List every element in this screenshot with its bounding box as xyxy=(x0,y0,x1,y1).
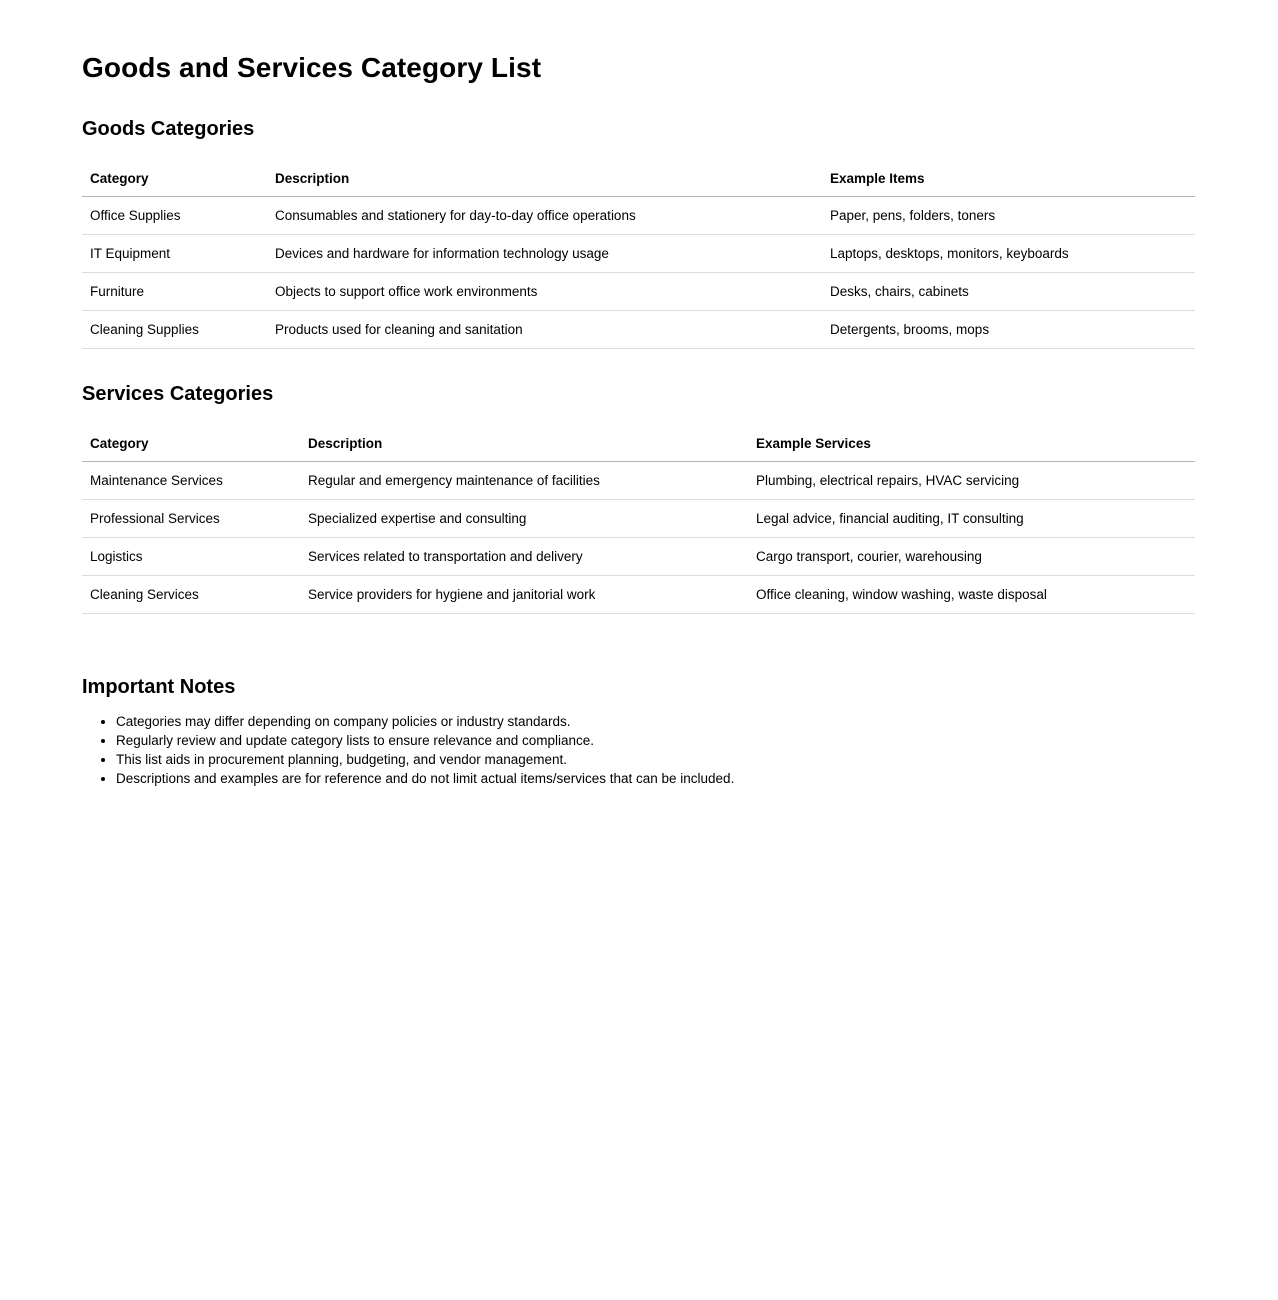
table-row xyxy=(82,462,1195,500)
cell-examples: Legal advice, financial auditing, IT consulting xyxy=(748,500,1195,538)
important-notes-list xyxy=(82,713,1196,788)
cell-examples: Laptops, desktops, monitors, keyboards xyxy=(822,235,1195,273)
cell-category: Cleaning Supplies xyxy=(82,311,267,349)
table-header-row xyxy=(82,430,1195,462)
column-header-description: Description xyxy=(267,165,822,197)
table-row xyxy=(82,500,1195,538)
list-item: • Categories may differ depending on company policies or industry standards. xyxy=(116,713,1196,731)
cell-description: Products used for cleaning and sanitation xyxy=(267,311,822,349)
cell-category: Office Supplies xyxy=(82,197,267,235)
cell-examples: Detergents, brooms, mops xyxy=(822,311,1195,349)
cell-description: Objects to support office work environments xyxy=(267,273,822,311)
goods-categories-table xyxy=(82,165,1195,349)
table-row xyxy=(82,273,1195,311)
column-header-example-items: Example Items xyxy=(822,165,1195,197)
cell-description: Specialized expertise and consulting xyxy=(300,500,748,538)
table-row xyxy=(82,538,1195,576)
cell-description: Consumables and stationery for day-to-day office operations xyxy=(267,197,822,235)
cell-examples: Paper, pens, folders, toners xyxy=(822,197,1195,235)
cell-examples: Office cleaning, window washing, waste disposal xyxy=(748,576,1195,614)
list-item: • Regularly review and update category lists to ensure relevance and compliance. xyxy=(116,732,1196,750)
cell-examples: Cargo transport, courier, warehousing xyxy=(748,538,1195,576)
table-row xyxy=(82,576,1195,614)
cell-category: Cleaning Services xyxy=(82,576,300,614)
cell-description: Devices and hardware for information technology usage xyxy=(267,235,822,273)
column-header-description: Description xyxy=(300,430,748,462)
cell-category: Furniture xyxy=(82,273,267,311)
cell-examples: Desks, chairs, cabinets xyxy=(822,273,1195,311)
goods-section-heading: Goods Categories xyxy=(82,118,255,140)
list-item: • Descriptions and examples are for reference and do not limit actual items/services that can be included. xyxy=(116,770,1196,788)
cell-category: Maintenance Services xyxy=(82,462,300,500)
cell-category: IT Equipment xyxy=(82,235,267,273)
cell-description: Service providers for hygiene and janitorial work xyxy=(300,576,748,614)
table-row xyxy=(82,235,1195,273)
services-categories-table xyxy=(82,430,1195,614)
table-row xyxy=(82,311,1195,349)
column-header-category: Category xyxy=(82,165,267,197)
cell-description: Services related to transportation and delivery xyxy=(300,538,748,576)
list-item: • This list aids in procurement planning, budgeting, and vendor management. xyxy=(116,751,1196,769)
cell-category: Professional Services xyxy=(82,500,300,538)
services-section-heading: Services Categories xyxy=(82,383,274,405)
column-header-category: Category xyxy=(82,430,300,462)
column-header-example-services: Example Services xyxy=(748,430,1195,462)
cell-examples: Plumbing, electrical repairs, HVAC servicing xyxy=(748,462,1195,500)
table-row xyxy=(82,197,1195,235)
cell-category: Logistics xyxy=(82,538,300,576)
page-title: Goods and Services Category List xyxy=(82,52,542,83)
table-header-row xyxy=(82,165,1195,197)
notes-section-heading: Important Notes xyxy=(82,676,236,698)
cell-description: Regular and emergency maintenance of facilities xyxy=(300,462,748,500)
